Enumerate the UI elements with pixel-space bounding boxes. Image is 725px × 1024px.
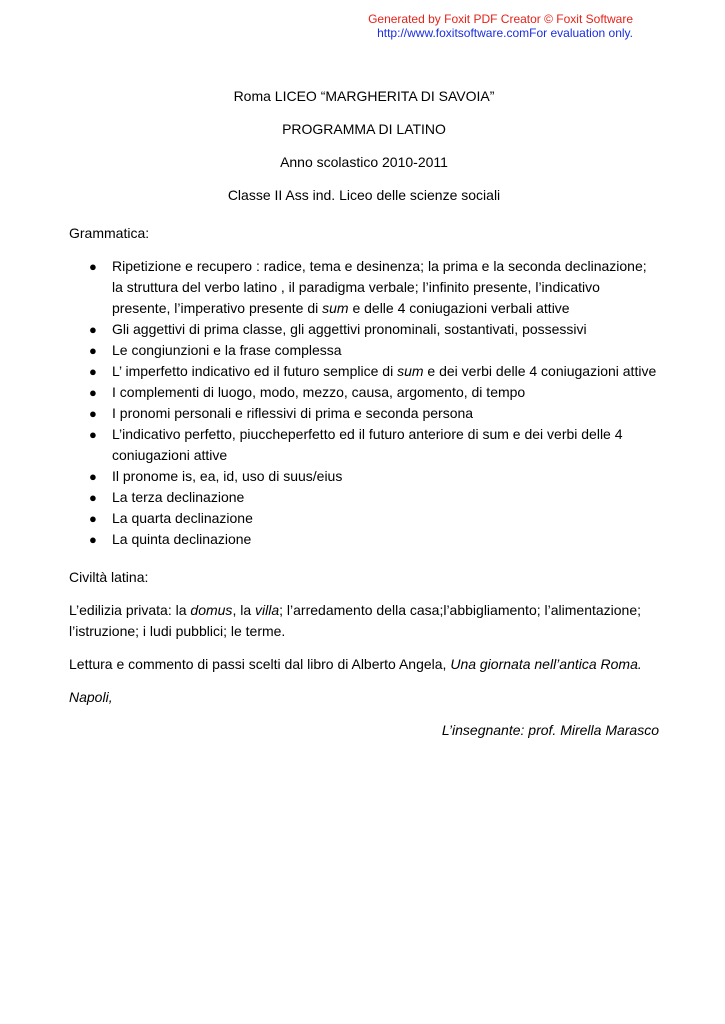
watermark-links xyxy=(368,26,633,40)
grammatica-item-text-post: e delle 4 coniugazioni verbali attive xyxy=(348,300,570,316)
document-page xyxy=(69,86,659,741)
grammatica-item xyxy=(69,403,659,424)
watermark-generator: Generated by Foxit PDF Creator © Foxit Software xyxy=(368,12,633,26)
grammatica-item-text: La quarta declinazione xyxy=(112,510,253,526)
bullet-icon: ● xyxy=(89,406,97,421)
edilizia-text-c: ; l’arredamento della casa;l’abbigliamento; l’alimentazione; l’istruzione; i ludi pubblici; le terme. xyxy=(69,602,642,639)
grammatica-list xyxy=(69,256,659,550)
grammatica-item xyxy=(69,466,659,487)
grammatica-item-text: Ripetizione e recupero : radice, tema e desinenza; la prima e la seconda declinazione; la struttura del verbo latino , il paradigma verbale; l’infinito presente, l’indicativo presente, l’imperativo presente di xyxy=(112,258,647,316)
watermark-url[interactable]: http://www.foxitsoftware.com xyxy=(377,26,530,40)
civilta-label: Civiltà latina: xyxy=(69,569,149,585)
bullet-icon: ● xyxy=(89,427,97,442)
school-year: Anno scolastico 2010-2011 xyxy=(280,154,448,170)
lettura-paragraph xyxy=(69,654,659,675)
class-name: Classe II Ass ind. Liceo delle scienze sociali xyxy=(227,187,501,203)
grammatica-item-emphasis: sum xyxy=(322,300,349,316)
grammatica-item xyxy=(69,529,659,550)
grammatica-item-text: Le congiunzioni e la frase complessa xyxy=(112,342,342,358)
grammatica-item-text: La quinta declinazione xyxy=(112,531,252,547)
grammatica-item-text: Gli aggettivi di prima classe, gli aggettivi pronominali, sostantivati, possessivi xyxy=(112,321,587,337)
grammatica-item-text: La terza declinazione xyxy=(112,489,245,505)
grammatica-item xyxy=(69,508,659,529)
bullet-icon: ● xyxy=(89,490,97,505)
bullet-icon: ● xyxy=(89,385,97,400)
grammatica-item xyxy=(69,319,659,340)
bullet-icon: ● xyxy=(89,322,97,337)
grammatica-label: Grammatica: xyxy=(69,225,150,241)
grammatica-item-text: L’indicativo perfetto, piuccheperfetto ed il futuro anteriore di sum e dei verbi delle 4 coniugazioni attive xyxy=(112,426,623,463)
edilizia-villa: villa xyxy=(255,602,280,618)
edilizia-text-b: , la xyxy=(232,602,256,618)
bullet-icon: ● xyxy=(89,259,97,274)
edilizia-domus: domus xyxy=(190,602,233,618)
bullet-icon: ● xyxy=(89,343,97,358)
teacher-signature: L’insegnante: prof. Mirella Marasco xyxy=(441,722,659,738)
school-title: Roma LICEO “MARGHERITA DI SAVOIA” xyxy=(233,88,495,104)
grammatica-item xyxy=(69,256,659,319)
grammatica-item xyxy=(69,424,659,466)
watermark-eval: For evaluation only. xyxy=(529,26,633,40)
grammatica-item xyxy=(69,340,659,361)
bullet-icon: ● xyxy=(89,364,97,379)
grammatica-item-text: I pronomi personali e riflessivi di prima e seconda persona xyxy=(112,405,474,421)
grammatica-item-text: L’ imperfetto indicativo ed il futuro semplice di xyxy=(112,363,398,379)
grammatica-item-emphasis: sum xyxy=(397,363,424,379)
watermark xyxy=(368,12,633,40)
bullet-icon: ● xyxy=(89,469,97,484)
edilizia-paragraph xyxy=(69,600,659,642)
grammatica-item xyxy=(69,361,659,382)
grammatica-item-text: Il pronome is, ea, id, uso di suus/eius xyxy=(112,468,343,484)
bullet-icon: ● xyxy=(89,511,97,526)
grammatica-item xyxy=(69,487,659,508)
place-line: Napoli, xyxy=(69,689,113,705)
program-title: PROGRAMMA DI LATINO xyxy=(282,121,446,137)
grammatica-item-text-post: e dei verbi delle 4 coniugazioni attive xyxy=(423,363,657,379)
grammatica-item-text: I complementi di luogo, modo, mezzo, causa, argomento, di tempo xyxy=(112,384,526,400)
lettura-text: Lettura e commento di passi scelti dal libro di Alberto Angela, xyxy=(69,656,451,672)
book-title: Una giornata nell’antica Roma. xyxy=(450,656,642,672)
bullet-icon: ● xyxy=(89,532,97,547)
grammatica-item xyxy=(69,382,659,403)
edilizia-text-a: L’edilizia privata: la xyxy=(69,602,191,618)
